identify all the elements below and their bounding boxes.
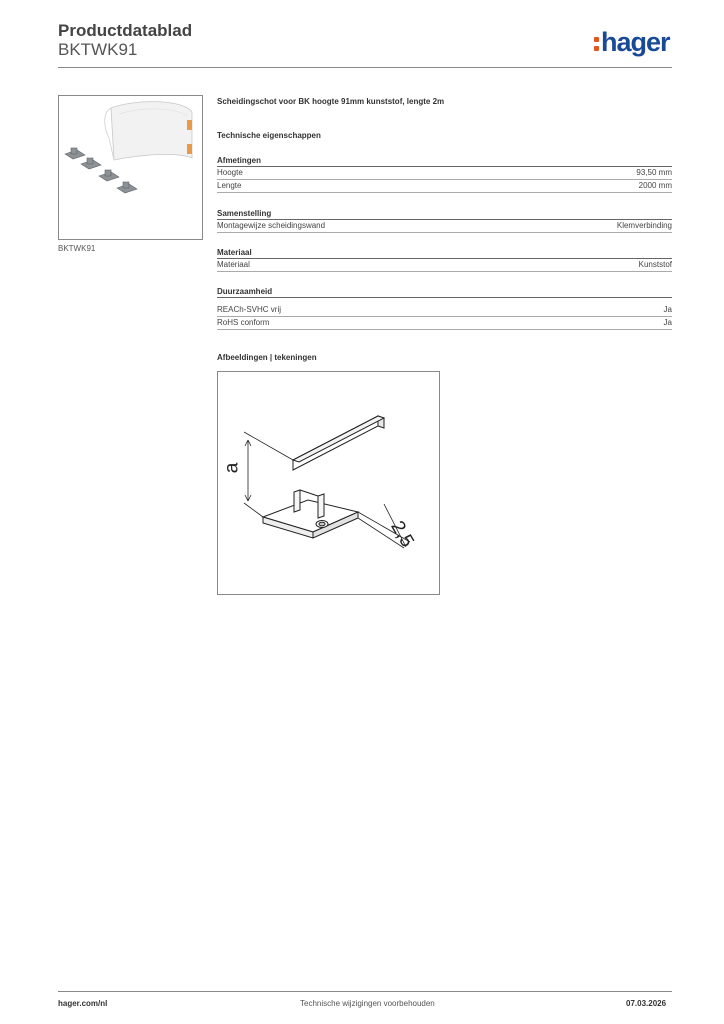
- footer-divider: [58, 991, 672, 992]
- logo-dots-icon: [594, 35, 599, 52]
- spec-label: RoHS conform: [217, 318, 270, 327]
- dimension-thickness-label: 2,5: [386, 517, 418, 551]
- spec-row: [217, 317, 672, 330]
- spec-value: Ja: [663, 305, 672, 314]
- product-code: BKTWK91: [58, 40, 138, 59]
- spec-row: [217, 180, 672, 193]
- spec-value: Ja: [663, 318, 672, 327]
- section-title: Samenstelling: [217, 208, 672, 220]
- spec-section-composition: [217, 208, 672, 233]
- spec-value: 2000 mm: [638, 181, 672, 190]
- spec-label: Lengte: [217, 181, 242, 190]
- footer-website[interactable]: hager.com/nl: [58, 999, 108, 1008]
- spec-row: [217, 304, 672, 317]
- logo-text: hager: [601, 27, 670, 57]
- spec-value: Klemverbinding: [616, 221, 672, 230]
- hager-logo: [594, 27, 670, 58]
- product-photo: [58, 95, 203, 240]
- section-title: Duurzaamheid: [217, 286, 672, 298]
- spec-value: 93,50 mm: [636, 168, 672, 177]
- spec-label: Materiaal: [217, 260, 250, 269]
- section-title: Afmetingen: [217, 155, 672, 167]
- spec-section-material: [217, 247, 672, 272]
- photo-caption: BKTWK91: [58, 244, 96, 253]
- footer-disclaimer: Technische wijzigingen voorbehouden: [300, 999, 435, 1008]
- product-photo-image: [59, 96, 202, 239]
- spec-section-sustainability: [217, 286, 672, 330]
- header-divider: [58, 67, 672, 68]
- spec-label: Montagewijze scheidingswand: [217, 221, 326, 230]
- dimension-a-label: a: [221, 462, 243, 474]
- document-title: Productdatablad: [58, 21, 193, 40]
- spec-section-dimensions: [217, 155, 672, 193]
- section-title: Materiaal: [217, 247, 672, 259]
- technical-drawing-image: [218, 372, 439, 594]
- drawings-title: Afbeeldingen | tekeningen: [217, 353, 317, 362]
- specs-title: Technische eigenschappen: [217, 131, 321, 140]
- technical-drawing: [217, 371, 440, 595]
- spec-row: [217, 220, 672, 233]
- spec-row: [217, 167, 672, 180]
- spec-label: REACh-SVHC vrij: [217, 305, 282, 314]
- spec-label: Hoogte: [217, 168, 243, 177]
- product-description: Scheidingschot voor BK hoogte 91mm kunststof, lengte 2m: [217, 97, 445, 106]
- footer-date: 07.03.2026: [626, 999, 667, 1008]
- spec-value: Kunststof: [638, 260, 672, 269]
- spec-row: [217, 259, 672, 272]
